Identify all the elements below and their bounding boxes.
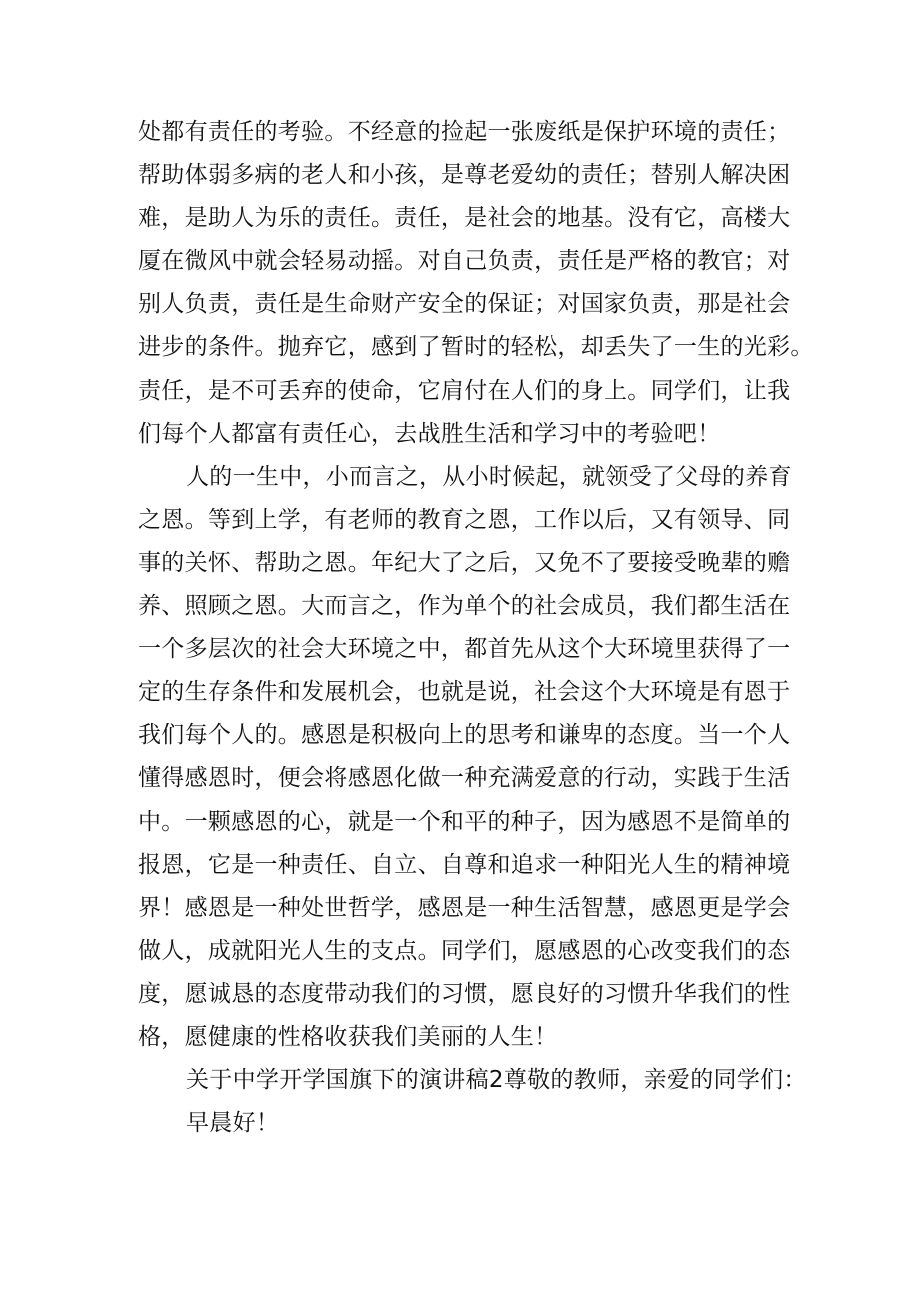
paragraph-line: 中。一颗感恩的心，就是一个和平的种子，因为感恩不是简单的	[138, 808, 791, 835]
paragraph-gratitude	[138, 456, 792, 1059]
greeting: 早晨好！	[186, 1110, 280, 1137]
paragraph-line: 们每个人都富有责任心，去战胜生活和学习中的考验吧！	[138, 420, 721, 447]
paragraph-line: 界！感恩是一种处世哲学，感恩是一种生活智慧，感恩更是学会	[138, 894, 791, 921]
paragraph-line: 进步的条件。抛弃它，感到了暂时的轻松，却丢失了一生的光彩。	[138, 334, 814, 361]
paragraph-line: 厦在微风中就会轻易动摇。对自己负责，责任是严格的教官；对	[138, 248, 791, 275]
paragraph-line: 度，愿诚恳的态度带动我们的习惯，愿良好的习惯升华我们的性	[138, 980, 791, 1007]
paragraph-line: 责任，是不可丢弃的使命，它肩付在人们的身上。同学们，让我	[138, 377, 791, 404]
paragraph-line: 一个多层次的社会大环境之中，都首先从这个大环境里获得了一	[138, 636, 791, 663]
paragraph-line: 做人，成就阳光人生的支点。同学们，愿感恩的心改变我们的态	[138, 937, 791, 964]
paragraph-line: 人的一生中，小而言之，从小时候起，就领受了父母的养育	[186, 463, 792, 490]
paragraph-line: 难，是助人为乐的责任。责任，是社会的地基。没有它，高楼大	[138, 205, 791, 232]
paragraph-line: 养、照顾之恩。大而言之，作为单个的社会成员，我们都生活在	[138, 593, 791, 620]
document-body	[138, 111, 814, 1145]
paragraph-line: 懂得感恩时，便会将感恩化做一种充满爱意的行动，实践于生活	[138, 765, 791, 792]
speech-heading: 关于中学开学国旗下的演讲稿2尊敬的教师，亲爱的同学们：	[186, 1067, 807, 1094]
paragraph-line: 帮助体弱多病的老人和小孩，是尊老爱幼的责任；替别人解决困	[138, 162, 791, 189]
paragraph-line: 之恩。等到上学，有老师的教育之恩，工作以后，又有领导、同	[138, 506, 791, 533]
paragraph-line: 报恩，它是一种责任、自立、自尊和追求一种阳光人生的精神境	[138, 851, 791, 878]
paragraph-line: 处都有责任的考验。不经意的捡起一张废纸是保护环境的责任；	[138, 119, 791, 145]
paragraph-line: 别人负责，责任是生命财产安全的保证；对国家负责，那是社会	[138, 291, 791, 318]
paragraph-line: 格，愿健康的性格收获我们美丽的人生！	[138, 1023, 558, 1050]
paragraph-line: 定的生存条件和发展机会，也就是说，社会这个大环境是有恩于	[138, 679, 791, 706]
paragraph-line: 事的关怀、帮助之恩。年纪大了之后，又免不了要接受晚辈的赡	[138, 549, 791, 576]
paragraph-responsibility	[138, 111, 814, 456]
paragraph-line: 我们每个人的。感恩是积极向上的思考和谦卑的态度。当一个人	[138, 722, 791, 749]
